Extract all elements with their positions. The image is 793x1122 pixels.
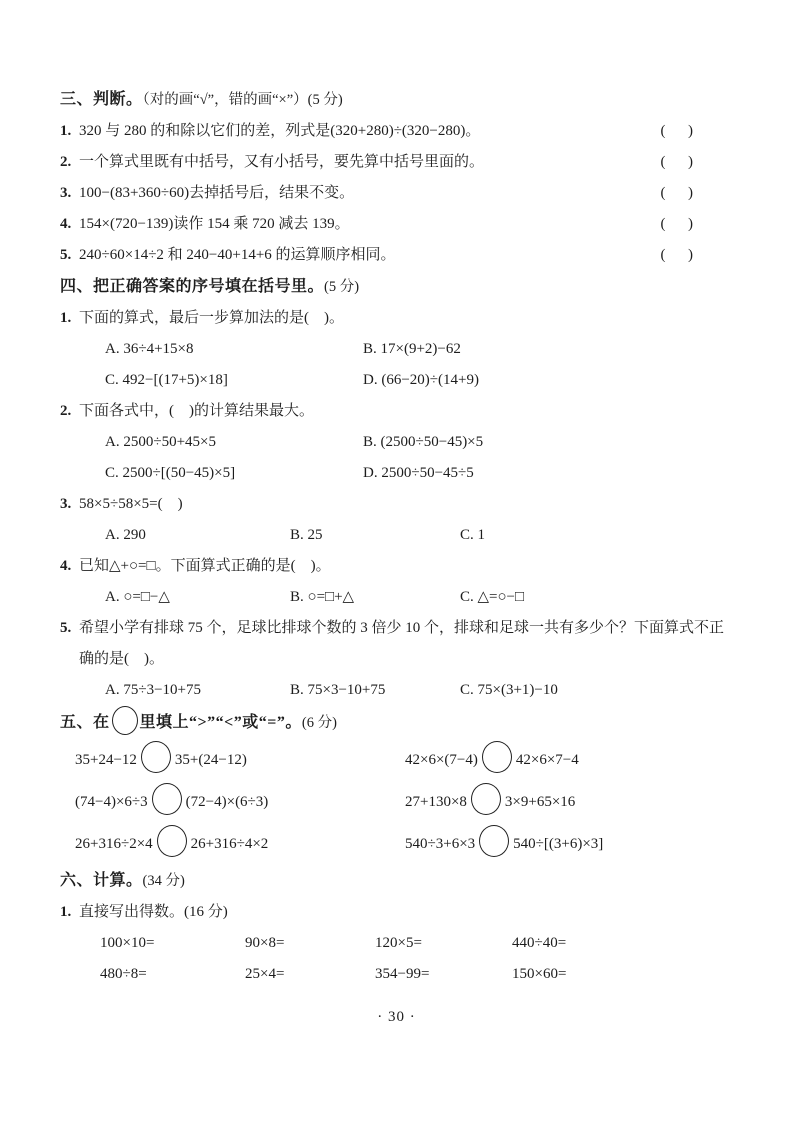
- comparison-circle: [479, 825, 509, 857]
- comparison-circle: [141, 741, 171, 773]
- item-text: 154×(720−139)读作 154 乘 720 减去 139。: [79, 216, 350, 232]
- options-row: [60, 582, 733, 613]
- option-a: A. 75÷3−10+75: [105, 682, 201, 698]
- question-stem: [60, 303, 733, 334]
- section-compare-title: [60, 714, 302, 731]
- item-text: 320 与 280 的和除以它们的差，列式是(320+280)÷(320−280)。: [79, 123, 481, 139]
- expression-left: 35+24−12: [75, 752, 137, 768]
- stem-text: 58×5÷58×5=( ): [79, 496, 183, 512]
- compare-row-3: [60, 823, 733, 865]
- item-number: 4.: [60, 216, 72, 232]
- fill-circle-icon: [112, 706, 138, 735]
- compare-row-2: [60, 781, 733, 823]
- compare-pair: [75, 823, 405, 865]
- item-text: 100−(83+360÷60)去掉括号后，结果不变。: [79, 185, 355, 201]
- option-d: D. (66−20)÷(14+9): [363, 372, 479, 388]
- section-judgment-subtitle: （对的画“√”，错的画“×”）(5 分): [142, 92, 343, 108]
- options-row: [60, 520, 733, 551]
- section-judgment-header: [60, 84, 733, 116]
- calc-expression: 90×8=: [245, 935, 285, 951]
- item-number: 1.: [60, 310, 72, 326]
- expression-right: 3×9+65×16: [504, 794, 576, 810]
- comparison-circle: [152, 783, 182, 815]
- compare-pair: [405, 739, 579, 781]
- options-row: [60, 365, 733, 396]
- option-c: C. 75×(3+1)−10: [460, 682, 558, 698]
- option-a: A. ○=□−△: [105, 589, 170, 605]
- question-stem: [60, 551, 733, 582]
- question-stem: [60, 396, 733, 427]
- answer-bracket: ( ): [660, 185, 693, 201]
- calc-expression: 150×60=: [512, 966, 567, 982]
- compare-pair: [405, 781, 575, 823]
- compare-pair: [75, 781, 405, 823]
- compare-pair: [405, 823, 603, 865]
- expression-left: 27+130×8: [405, 794, 467, 810]
- option-d: D. 2500÷50−45÷5: [363, 465, 474, 481]
- judgment-item-4: [60, 209, 733, 240]
- choice-question-5: [60, 613, 733, 706]
- expression-right: 42×6×7−4: [515, 752, 579, 768]
- item-text: 一个算式里既有中括号，又有小括号，要先算中括号里面的。: [79, 154, 485, 170]
- expression-left: 540÷3+6×3: [405, 836, 476, 852]
- subquestion-label: 直接写出得数。(16 分): [79, 904, 228, 920]
- item-number: 2.: [60, 403, 72, 419]
- item-text: 240÷60×14÷2 和 240−40+14+6 的运算顺序相同。: [79, 247, 396, 263]
- option-b: B. 75×3−10+75: [290, 682, 386, 698]
- options-row: [60, 334, 733, 365]
- title-post: 里填上“>”“<”或“=”。: [139, 714, 302, 731]
- item-number: 3.: [60, 496, 72, 512]
- option-c: C. △=○−□: [460, 589, 525, 605]
- choice-question-1: [60, 303, 733, 396]
- calc-subquestion-1: [60, 897, 733, 928]
- stem-text: 希望小学有排球 75 个，足球比排球个数的 3 倍少 10 个，排球和足球一共有多少个？下面算式不正确的是( )。: [79, 620, 725, 667]
- section-choice: [60, 271, 733, 706]
- item-number: 5.: [60, 620, 72, 636]
- item-number: 3.: [60, 185, 72, 201]
- section-calculation-header: [60, 865, 733, 897]
- judgment-item-5: [60, 240, 733, 271]
- question-stem: [60, 613, 733, 675]
- section-choice-title: 四、把正确答案的序号填在括号里。: [60, 278, 325, 295]
- calc-row-1: [60, 928, 733, 959]
- calc-expression: 100×10=: [100, 935, 155, 951]
- section-choice-subtitle: (5 分): [324, 279, 360, 295]
- item-number: 1.: [60, 123, 72, 139]
- option-b: B. ○=□+△: [290, 589, 355, 605]
- option-a: A. 2500÷50+45×5: [105, 434, 216, 450]
- section-compare-header: [60, 706, 733, 739]
- section-choice-header: [60, 271, 733, 303]
- answer-bracket: ( ): [660, 123, 693, 139]
- item-number: 1.: [60, 904, 72, 920]
- item-number: 4.: [60, 558, 72, 574]
- calc-expression: 480÷8=: [100, 966, 147, 982]
- option-a: A. 290: [105, 527, 146, 543]
- judgment-item-1: [60, 116, 733, 147]
- judgment-item-3: [60, 178, 733, 209]
- option-c: C. 492−[(17+5)×18]: [105, 372, 228, 388]
- expression-right: 35+(24−12): [174, 752, 247, 768]
- calc-expression: 120×5=: [375, 935, 422, 951]
- option-b: B. 25: [290, 527, 323, 543]
- calc-expression: 440÷40=: [512, 935, 567, 951]
- choice-question-4: [60, 551, 733, 613]
- stem-text: 下面各式中，( )的计算结果最大。: [79, 403, 314, 419]
- compare-pair: [75, 739, 405, 781]
- section-judgment: [60, 84, 733, 271]
- option-a: A. 36÷4+15×8: [105, 341, 194, 357]
- section-calculation-title: 六、计算。: [60, 872, 143, 889]
- section-judgment-title: 三、判断。: [60, 91, 143, 108]
- item-number: 2.: [60, 154, 72, 170]
- expression-right: (72−4)×(6÷3): [185, 794, 269, 810]
- choice-question-3: [60, 489, 733, 551]
- compare-row-1: [60, 739, 733, 781]
- answer-bracket: ( ): [660, 154, 693, 170]
- expression-left: (74−4)×6÷3: [75, 794, 148, 810]
- stem-text: 下面的算式，最后一步算加法的是( )。: [79, 310, 344, 326]
- calc-expression: 25×4=: [245, 966, 285, 982]
- calc-expression: 354−99=: [375, 966, 430, 982]
- title-pre: 五、在: [60, 714, 110, 731]
- expression-right: 26+316÷4×2: [190, 836, 269, 852]
- answer-bracket: ( ): [660, 247, 693, 263]
- section-compare: [60, 706, 733, 865]
- section-compare-subtitle: (6 分): [301, 715, 337, 731]
- answer-bracket: ( ): [660, 216, 693, 232]
- options-row: [60, 427, 733, 458]
- choice-question-2: [60, 396, 733, 489]
- section-calculation-subtitle: (34 分): [142, 873, 185, 889]
- option-c: C. 2500÷[(50−45)×5]: [105, 465, 236, 481]
- expression-left: 26+316÷2×4: [75, 836, 153, 852]
- option-b: B. 17×(9+2)−62: [363, 341, 461, 357]
- expression-right: 540÷[(3+6)×3]: [513, 836, 604, 852]
- option-b: B. (2500÷50−45)×5: [363, 434, 484, 450]
- options-row: [60, 458, 733, 489]
- expression-left: 42×6×(7−4): [405, 752, 478, 768]
- comparison-circle: [482, 741, 512, 773]
- stem-text: 已知△+○=□。下面算式正确的是( )。: [79, 558, 331, 574]
- page-number: · 30 ·: [377, 1009, 416, 1025]
- comparison-circle: [157, 825, 187, 857]
- judgment-item-2: [60, 147, 733, 178]
- item-number: 5.: [60, 247, 72, 263]
- comparison-circle: [471, 783, 501, 815]
- options-row: [60, 675, 733, 706]
- section-calculation: [60, 865, 733, 990]
- calc-row-2: [60, 959, 733, 990]
- question-stem: [60, 489, 733, 520]
- option-c: C. 1: [460, 527, 486, 543]
